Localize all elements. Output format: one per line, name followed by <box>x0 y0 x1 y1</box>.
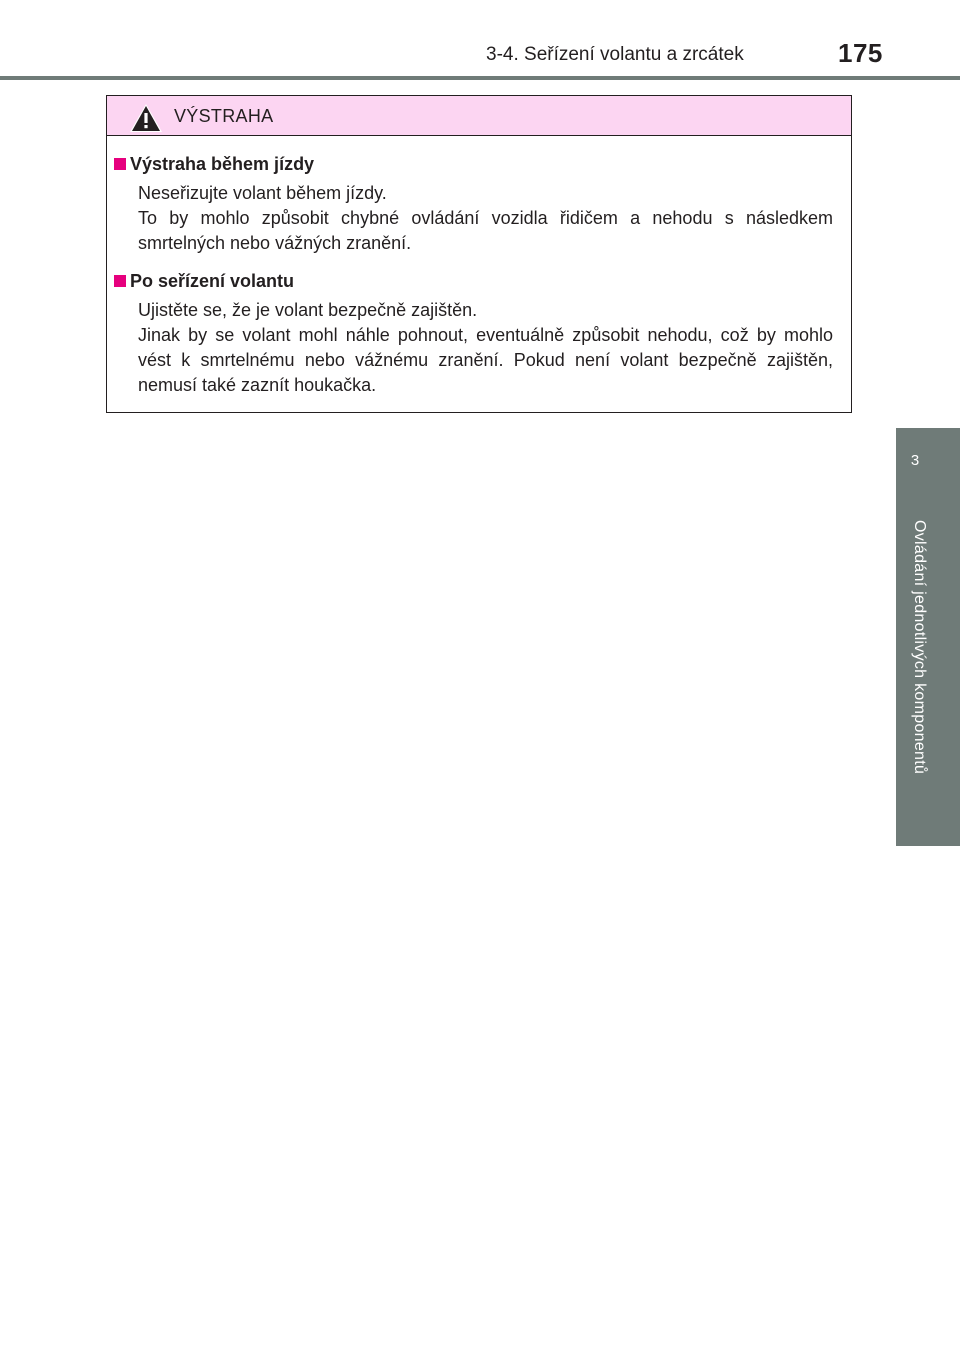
bullet-square-icon <box>114 158 126 170</box>
paragraph: Jinak by se volant mohl náhle pohnout, eventuálně způsobit nehodu, což by mohlo vést k smrtelnému nebo vážnému zranění. Pokud není volant bezpečně zajištěn, nemusí také zaznít houkačka. <box>138 325 833 395</box>
section-heading-text: Po seřízení volantu <box>130 271 295 291</box>
section-heading <box>114 269 833 293</box>
warning-body <box>107 136 851 398</box>
chapter-number: 3 <box>910 452 920 469</box>
section-heading-text: Výstraha během jízdy <box>130 154 315 174</box>
page-number: 175 <box>838 38 883 68</box>
chapter-title: Ovládání jednotlivých komponentů <box>911 520 928 775</box>
section-title: 3-4. Seřízení volantu a zrcátek <box>486 44 744 65</box>
header-rule <box>0 76 960 80</box>
paragraph: To by mohlo způsobit chybné ovládání vozidla řidičem a nehodu s následkem smrtelných nebo vážných zranění. <box>138 208 833 253</box>
section-heading <box>114 152 833 176</box>
warning-header <box>107 96 851 136</box>
paragraph: Ujistěte se, že je volant bezpečně zajištěn. <box>138 300 478 320</box>
section-text <box>138 181 833 256</box>
warning-section-driving <box>114 152 833 256</box>
bullet-square-icon <box>114 275 126 287</box>
section-text <box>138 298 833 398</box>
warning-title: VÝSTRAHA <box>174 106 274 126</box>
paragraph: Neseřizujte volant během jízdy. <box>138 183 387 203</box>
warning-triangle-icon <box>129 103 163 133</box>
warning-section-after-adjustment <box>114 269 833 398</box>
warning-box <box>106 95 852 413</box>
